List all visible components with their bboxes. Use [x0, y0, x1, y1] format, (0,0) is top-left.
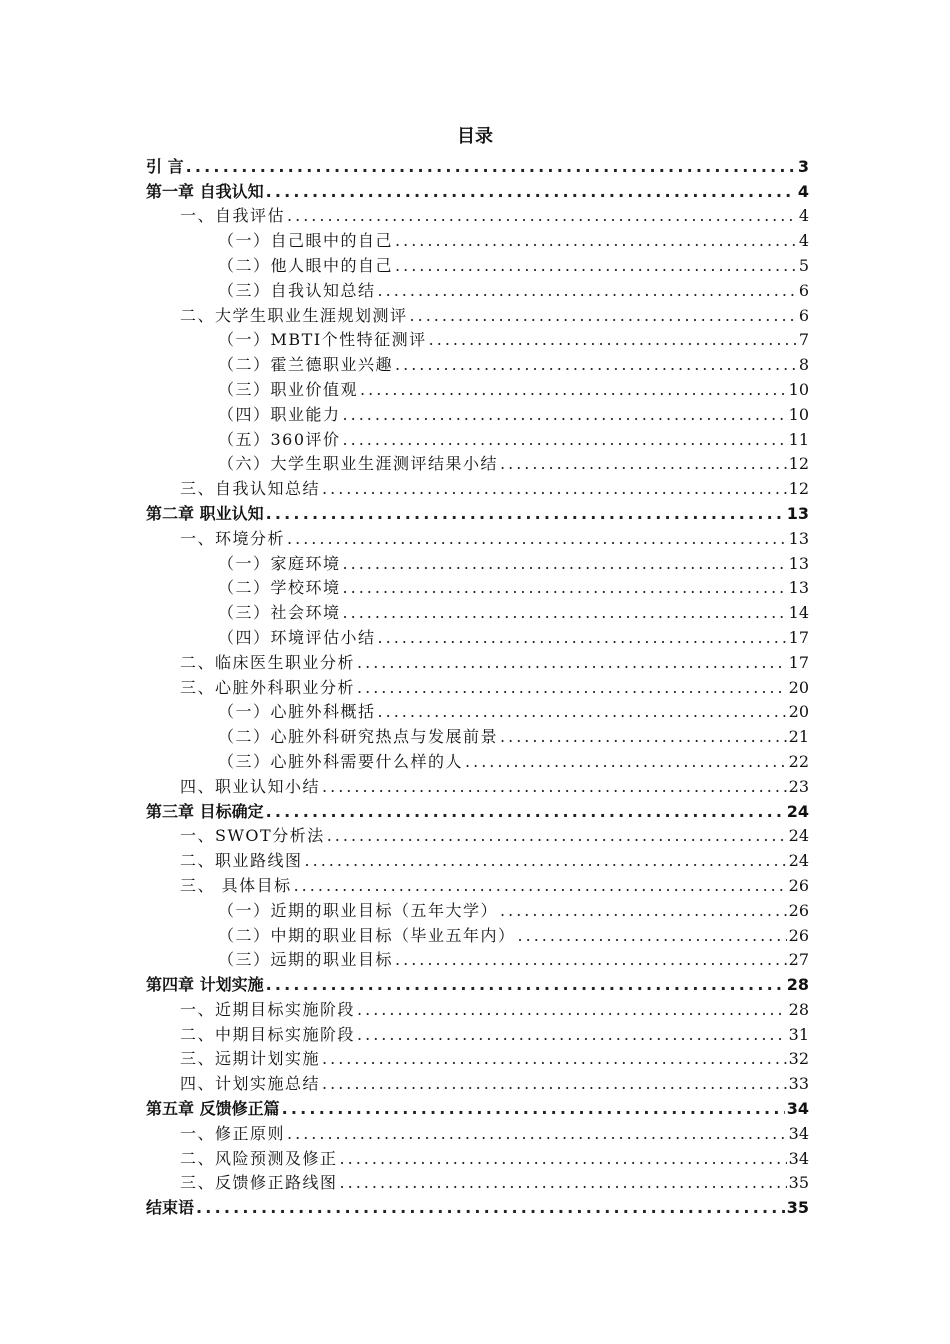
- toc-leader-dots: [378, 701, 787, 723]
- toc-entry-page-number: 13: [788, 553, 809, 573]
- toc-entry-label: （二）霍兰德职业兴趣: [218, 355, 394, 375]
- toc-entry[interactable]: [146, 897, 809, 922]
- toc-leader-dots: [357, 1024, 787, 1046]
- toc-leader-dots: [287, 528, 787, 550]
- toc-entry-label: 一、SWOT分析法: [180, 826, 325, 846]
- toc-leader-dots: [322, 1048, 787, 1070]
- toc-entry[interactable]: [146, 401, 809, 426]
- toc-entry[interactable]: [146, 1046, 809, 1071]
- toc-entry[interactable]: [146, 475, 809, 500]
- toc-entry[interactable]: [146, 178, 809, 203]
- toc-entry[interactable]: [146, 599, 809, 624]
- toc-entry[interactable]: [146, 451, 809, 476]
- toc-leader-dots: [343, 577, 787, 599]
- toc-leader-dots: [287, 205, 797, 227]
- toc-entry-label: （三）职业价值观: [218, 379, 359, 399]
- toc-entry[interactable]: [146, 302, 809, 327]
- toc-entry-label: 三、反馈修正路线图: [180, 1173, 338, 1193]
- toc-entry-page-number: 32: [788, 1049, 809, 1069]
- toc-leader-dots: [429, 329, 797, 351]
- toc-entry-label: （一）心脏外科概括: [218, 702, 376, 722]
- toc-entry-page-number: 22: [788, 751, 809, 771]
- toc-leader-dots: [340, 1172, 787, 1194]
- toc-entry-page-number: 14: [788, 603, 809, 623]
- toc-entry-page-number: 28: [788, 999, 809, 1019]
- toc-entry-page-number: 3: [797, 156, 809, 176]
- toc-entry-page-number: 33: [788, 1074, 809, 1094]
- toc-entry-page-number: 27: [788, 950, 809, 970]
- toc-entry[interactable]: [146, 699, 809, 724]
- page-title: 目录: [457, 126, 493, 147]
- toc-leader-dots: [196, 1197, 785, 1219]
- toc-entry-page-number: 28: [786, 975, 809, 995]
- toc-entry[interactable]: [146, 748, 809, 773]
- toc-leader-dots: [287, 1123, 787, 1145]
- toc-entry[interactable]: [146, 649, 809, 674]
- toc-leader-dots: [343, 404, 787, 426]
- toc-entry[interactable]: [146, 153, 809, 178]
- toc-leader-dots: [322, 1073, 787, 1095]
- toc-leader-dots: [500, 900, 787, 922]
- toc-entry[interactable]: [146, 525, 809, 550]
- toc-entry-page-number: 24: [786, 801, 809, 821]
- toc-leader-dots: [266, 181, 796, 203]
- toc-leader-dots: [282, 1098, 785, 1120]
- toc-entry-label: 一、自我评估: [180, 206, 286, 226]
- toc-entry-label: 二、临床医生职业分析: [180, 652, 356, 672]
- toc-leader-dots: [327, 825, 787, 847]
- toc-entry[interactable]: [146, 723, 809, 748]
- toc-leader-dots: [357, 652, 787, 674]
- toc-entry-label: （二）学校环境: [218, 578, 341, 598]
- toc-entry-label: 二、职业路线图: [180, 851, 303, 871]
- toc-entry[interactable]: [146, 203, 809, 228]
- toc-leader-dots: [518, 925, 787, 947]
- toc-leader-dots: [395, 354, 797, 376]
- toc-entry-page-number: 11: [788, 429, 809, 449]
- toc-entry-page-number: 12: [788, 454, 809, 474]
- toc-entry[interactable]: [146, 1021, 809, 1046]
- toc-entry-label: 四、职业认知小结: [180, 776, 321, 796]
- toc-entry[interactable]: [146, 252, 809, 277]
- toc-entry-page-number: 31: [788, 1024, 809, 1044]
- toc-entry-page-number: 13: [788, 578, 809, 598]
- toc-entry-label: 二、风险预测及修正: [180, 1148, 338, 1168]
- toc-entry[interactable]: [146, 1120, 809, 1145]
- toc-entry-page-number: 23: [788, 776, 809, 796]
- toc-entry-page-number: 17: [788, 652, 809, 672]
- toc-entry-page-number: 34: [788, 1123, 809, 1143]
- toc-entry-label: （一）家庭环境: [218, 553, 341, 573]
- toc-entry-label: 三、自我认知总结: [180, 479, 321, 499]
- toc-entry-label: （二）中期的职业目标（毕业五年内）: [218, 925, 516, 945]
- toc-entry-page-number: 5: [798, 255, 809, 275]
- toc-entry-page-number: 8: [798, 355, 809, 375]
- toc-entry-label: （三）社会环境: [218, 603, 341, 623]
- toc-entry[interactable]: [146, 575, 809, 600]
- toc-leader-dots: [395, 255, 797, 277]
- toc-leader-dots: [500, 453, 787, 475]
- toc-leader-dots: [395, 230, 797, 252]
- toc-leader-dots: [266, 503, 785, 525]
- toc-entry-label: （四）环境评估小结: [218, 627, 376, 647]
- toc-leader-dots: [322, 776, 787, 798]
- toc-entry[interactable]: [146, 426, 809, 451]
- toc-entry-label: 第四章 计划实施: [146, 975, 264, 995]
- toc-leader-dots: [410, 305, 797, 327]
- toc-entry-label: （三）远期的职业目标: [218, 950, 394, 970]
- toc-entry[interactable]: [146, 327, 809, 352]
- toc-entry-page-number: 26: [788, 900, 809, 920]
- toc-leader-dots: [294, 875, 787, 897]
- toc-entry[interactable]: [146, 277, 809, 302]
- table-of-contents: [146, 153, 809, 1219]
- toc-entry-label: 第一章 自我认知: [146, 181, 264, 201]
- toc-entry-page-number: 4: [798, 231, 809, 251]
- toc-leader-dots: [357, 999, 787, 1021]
- toc-entry-label: （一）自己眼中的自己: [218, 231, 394, 251]
- toc-entry-label: （一）MBTI个性特征测评: [218, 330, 427, 350]
- toc-entry-label: 二、大学生职业生涯规划测评: [180, 305, 408, 325]
- toc-entry[interactable]: [146, 823, 809, 848]
- toc-entry-page-number: 26: [788, 875, 809, 895]
- toc-entry-page-number: 10: [788, 404, 809, 424]
- toc-leader-dots: [186, 156, 796, 178]
- toc-entry-page-number: 17: [788, 627, 809, 647]
- toc-entry-label: （三）自我认知总结: [218, 280, 376, 300]
- toc-entry-label: 三、 具体目标: [180, 875, 292, 895]
- toc-entry-page-number: 6: [798, 305, 809, 325]
- toc-entry-page-number: 20: [788, 702, 809, 722]
- toc-leader-dots: [465, 751, 787, 773]
- toc-entry-label: （二）心脏外科研究热点与发展前景: [218, 727, 499, 747]
- toc-entry-page-number: 12: [788, 479, 809, 499]
- toc-leader-dots: [266, 801, 785, 823]
- toc-leader-dots: [395, 949, 787, 971]
- toc-entry-label: （一）近期的职业目标（五年大学）: [218, 900, 499, 920]
- toc-entry-label: 一、修正原则: [180, 1123, 286, 1143]
- toc-entry-label: 四、计划实施总结: [180, 1074, 321, 1094]
- toc-entry-label: 第三章 目标确定: [146, 801, 264, 821]
- toc-entry[interactable]: [146, 227, 809, 252]
- toc-entry-page-number: 4: [797, 181, 809, 201]
- toc-leader-dots: [322, 478, 787, 500]
- toc-entry[interactable]: [146, 1170, 809, 1195]
- toc-entry[interactable]: [146, 971, 809, 996]
- toc-entry-label: 结束语: [146, 1198, 195, 1218]
- toc-entry-label: 三、远期计划实施: [180, 1049, 321, 1069]
- toc-entry-label: 二、中期目标实施阶段: [180, 1024, 356, 1044]
- toc-entry-label: 第五章 反馈修正篇: [146, 1099, 280, 1119]
- toc-entry[interactable]: [146, 847, 809, 872]
- toc-entry[interactable]: [146, 351, 809, 376]
- toc-leader-dots: [266, 974, 785, 996]
- toc-entry-page-number: 7: [798, 330, 809, 350]
- toc-entry-label: （六）大学生职业生涯测评结果小结: [218, 454, 499, 474]
- toc-entry-page-number: 13: [788, 528, 809, 548]
- toc-leader-dots: [357, 677, 787, 699]
- toc-entry-page-number: 24: [788, 851, 809, 871]
- toc-entry-page-number: 35: [786, 1198, 809, 1218]
- toc-entry[interactable]: [146, 1070, 809, 1095]
- toc-entry[interactable]: [146, 1145, 809, 1170]
- toc-entry-label: 引 言: [146, 156, 184, 176]
- toc-entry[interactable]: [146, 376, 809, 401]
- toc-leader-dots: [343, 602, 787, 624]
- toc-leader-dots: [378, 280, 797, 302]
- toc-leader-dots: [343, 553, 787, 575]
- toc-entry[interactable]: [146, 947, 809, 972]
- toc-entry[interactable]: [146, 872, 809, 897]
- toc-entry-label: 第二章 职业认知: [146, 503, 264, 523]
- toc-entry-page-number: 26: [788, 925, 809, 945]
- toc-entry-page-number: 34: [786, 1099, 809, 1119]
- toc-entry-page-number: 4: [798, 206, 809, 226]
- toc-leader-dots: [360, 379, 787, 401]
- toc-entry-page-number: 6: [798, 280, 809, 300]
- toc-entry-page-number: 13: [786, 503, 809, 523]
- toc-entry[interactable]: [146, 500, 809, 525]
- toc-entry-page-number: 21: [788, 727, 809, 747]
- toc-entry[interactable]: [146, 798, 809, 823]
- toc-entry[interactable]: [146, 922, 809, 947]
- toc-entry-label: （三）心脏外科需要什么样的人: [218, 751, 464, 771]
- toc-entry[interactable]: [146, 674, 809, 699]
- toc-entry-page-number: 20: [788, 677, 809, 697]
- toc-leader-dots: [305, 850, 787, 872]
- toc-entry[interactable]: [146, 1194, 809, 1219]
- toc-entry-label: （二）他人眼中的自己: [218, 255, 394, 275]
- toc-entry-page-number: 24: [788, 826, 809, 846]
- toc-entry[interactable]: [146, 1095, 809, 1120]
- toc-entry[interactable]: [146, 773, 809, 798]
- toc-entry-page-number: 34: [788, 1148, 809, 1168]
- toc-entry-page-number: 10: [788, 379, 809, 399]
- toc-leader-dots: [343, 429, 787, 451]
- toc-entry[interactable]: [146, 996, 809, 1021]
- toc-leader-dots: [500, 726, 787, 748]
- toc-entry-label: （五）360评价: [218, 429, 341, 449]
- toc-entry-label: 三、心脏外科职业分析: [180, 677, 356, 697]
- toc-entry[interactable]: [146, 624, 809, 649]
- toc-entry-label: （四）职业能力: [218, 404, 341, 424]
- toc-leader-dots: [340, 1148, 787, 1170]
- toc-entry-label: 一、近期目标实施阶段: [180, 999, 356, 1019]
- toc-entry-label: 一、环境分析: [180, 528, 286, 548]
- toc-entry-page-number: 35: [788, 1173, 809, 1193]
- toc-leader-dots: [378, 627, 787, 649]
- toc-entry[interactable]: [146, 550, 809, 575]
